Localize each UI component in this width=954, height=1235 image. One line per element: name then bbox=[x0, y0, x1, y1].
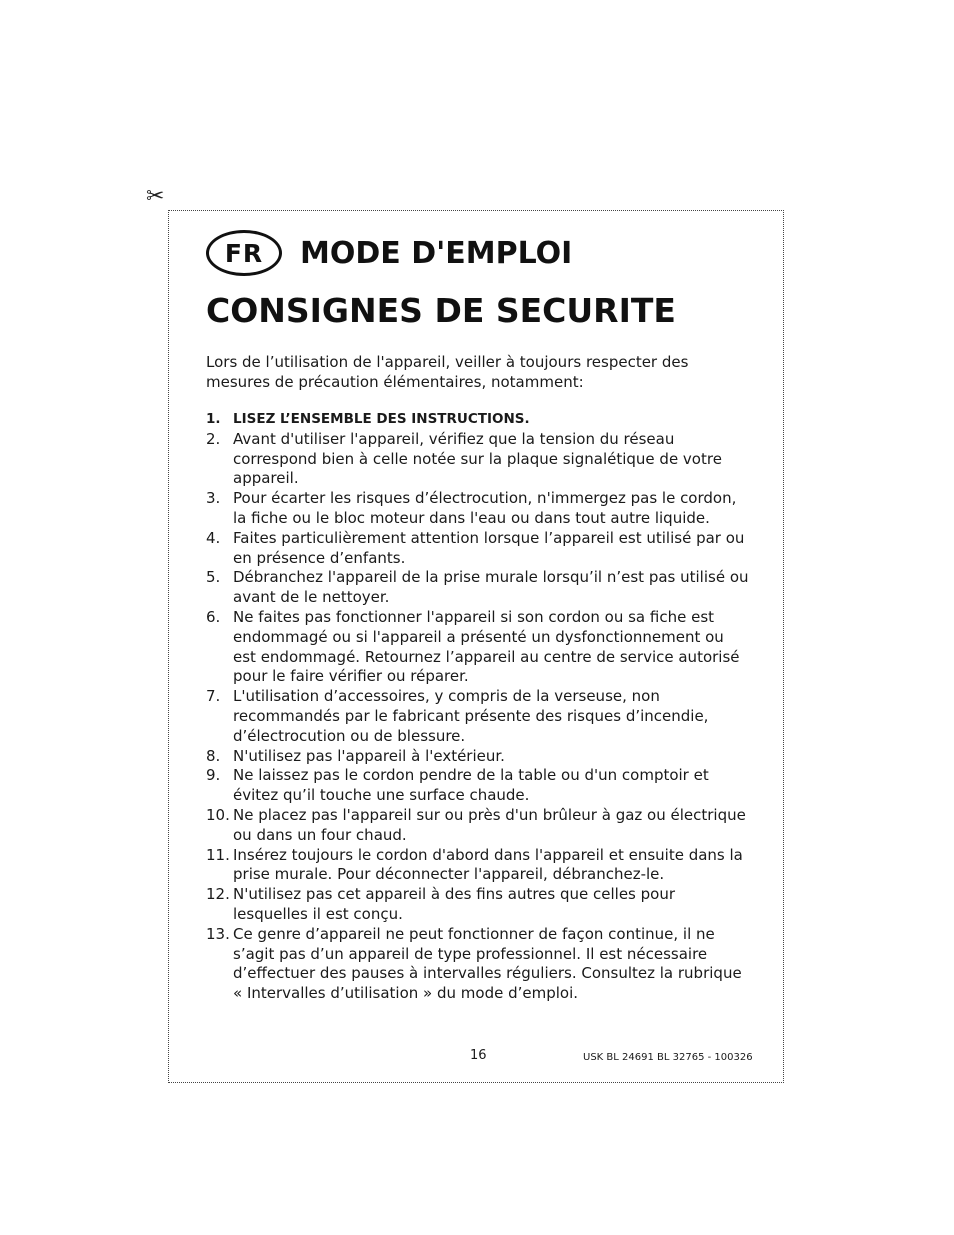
item-number: 11. bbox=[206, 845, 230, 864]
manual-title: MODE D'EMPLOI bbox=[300, 235, 573, 271]
list-item bbox=[206, 747, 751, 767]
item-text: Ne laissez pas le cordon pendre de la table ou d'un comptoir et évitez qu’il touche une surface chaude. bbox=[233, 766, 709, 805]
page-number: 16 bbox=[470, 1048, 487, 1063]
list-item bbox=[206, 806, 751, 846]
item-number: 8. bbox=[206, 746, 221, 765]
page-header bbox=[206, 227, 572, 279]
item-number: 13. bbox=[206, 924, 230, 943]
item-number: 3. bbox=[206, 489, 221, 508]
list-item bbox=[206, 766, 751, 806]
list-item bbox=[206, 529, 751, 569]
item-number: 1. bbox=[206, 411, 221, 427]
item-text: Ne faites pas fonctionner l'appareil si son cordon ou sa fiche est endommagé ou si l'appareil a présenté un dysfonctionnement ou est endommagé. Retournez l’appareil au centre de service autorisé pour le faire vérifier ou réparer. bbox=[233, 607, 740, 686]
item-number: 2. bbox=[206, 429, 221, 448]
item-text: L'utilisation d’accessoires, y compris de la verseuse, non recommandés par le fabricant présente des risques d’incendie, d’électrocution ou de blessure. bbox=[233, 687, 709, 745]
safety-instructions-list bbox=[206, 410, 751, 1004]
document-reference: USK BL 24691 BL 32765 - 100326 bbox=[583, 1052, 753, 1063]
intro-paragraph: Lors de l’utilisation de l'appareil, veiller à toujours respecter des mesures de précaution élémentaires, notamment: bbox=[206, 353, 689, 391]
item-number: 7. bbox=[206, 687, 221, 706]
item-text: Débranchez l'appareil de la prise murale lorsqu’il n’est pas utilisé ou avant de le nettoyer. bbox=[233, 568, 749, 607]
list-item bbox=[206, 489, 751, 529]
item-number: 4. bbox=[206, 528, 221, 547]
list-item bbox=[206, 568, 751, 608]
item-number: 5. bbox=[206, 568, 221, 587]
item-text: Ce genre d’appareil ne peut fonctionner de façon continue, il ne s’agit pas d’un appareil de type professionnel. Il est nécessaire d’effectuer des pauses à intervalles réguliers. Consultez la rubrique « Intervalles d’utilisation » du mode d’emploi. bbox=[233, 924, 742, 1003]
item-text: N'utilisez pas l'appareil à l'extérieur. bbox=[233, 746, 505, 765]
item-text: Pour écarter les risques d’électrocution, n'immergez pas le cordon, la fiche ou le bloc moteur dans l'eau ou dans tout autre liquide. bbox=[233, 489, 737, 527]
item-text: Avant d'utiliser l'appareil, vérifiez que la tension du réseau correspond bien à celle notée sur la plaque signalétique de votre appareil. bbox=[233, 429, 722, 488]
item-number: 10. bbox=[206, 805, 230, 824]
item-text: Faites particulièrement attention lorsque l’appareil est utilisé par ou en présence d’enfants. bbox=[233, 528, 745, 567]
item-number: 12. bbox=[206, 885, 230, 904]
list-item bbox=[206, 410, 751, 430]
item-text: Ne placez pas l'appareil sur ou près d'un brûleur à gaz ou électrique ou dans un four chaud. bbox=[233, 805, 746, 844]
item-text: LISEZ L’ENSEMBLE DES INSTRUCTIONS. bbox=[233, 411, 530, 427]
list-item bbox=[206, 608, 751, 687]
item-text: Insérez toujours le cordon d'abord dans l'appareil et ensuite dans la prise murale. Pour déconnecter l'appareil, débranchez-le. bbox=[233, 845, 743, 884]
item-number: 6. bbox=[206, 607, 221, 626]
language-badge: FR bbox=[206, 230, 282, 276]
section-title: CONSIGNES DE SECURITE bbox=[206, 291, 676, 330]
list-item bbox=[206, 687, 751, 746]
item-text: N'utilisez pas cet appareil à des fins autres que celles pour lesquelles il est conçu. bbox=[233, 885, 676, 923]
scissors-icon: ✂ bbox=[146, 184, 165, 209]
list-item bbox=[206, 925, 751, 1004]
list-item bbox=[206, 885, 751, 925]
item-number: 9. bbox=[206, 766, 221, 785]
list-item bbox=[206, 430, 751, 489]
list-item bbox=[206, 846, 751, 886]
